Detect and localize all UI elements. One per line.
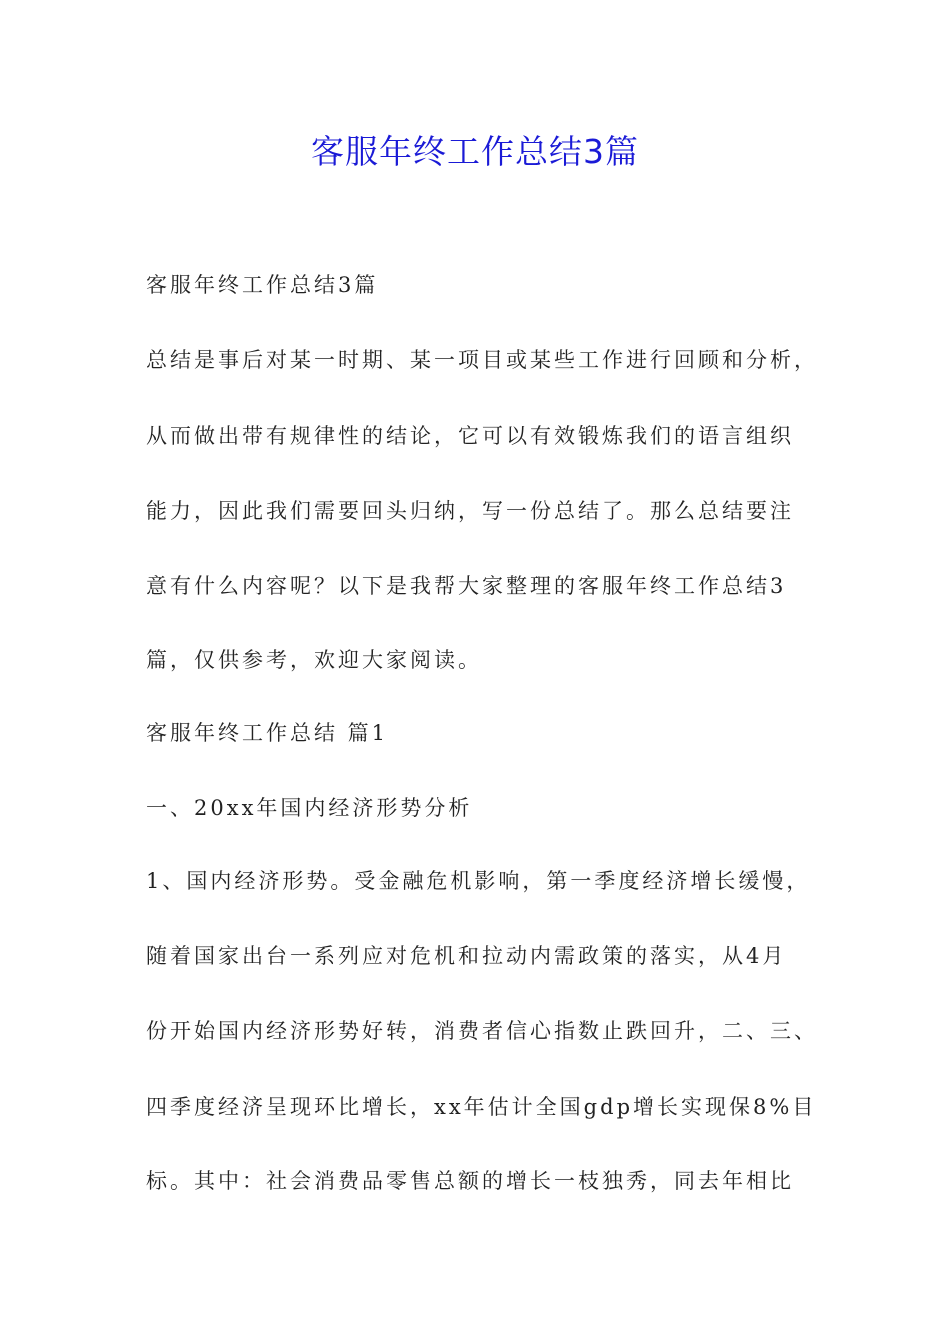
- paragraph-line: 篇，仅供参考，欢迎大家阅读。: [146, 648, 482, 672]
- paragraph-line: 1、国内经济形势。受金融危机影响，第一季度经济增长缓慢，: [146, 869, 811, 893]
- document-title: 客服年终工作总结3篇: [311, 132, 639, 171]
- section-heading: 客服年终工作总结 篇1: [146, 721, 389, 745]
- paragraph-line: 意有什么内容呢？以下是我帮大家整理的客服年终工作总结3: [146, 574, 787, 598]
- paragraph-line: 标。其中：社会消费品零售总额的增长一枝独秀，同去年相比: [146, 1169, 794, 1193]
- paragraph-line: 能力，因此我们需要回头归纳，写一份总结了。那么总结要注: [146, 499, 794, 523]
- subsection-heading: 一、20xx年国内经济形势分析: [146, 796, 473, 820]
- subtitle-line: 客服年终工作总结3篇: [146, 273, 379, 297]
- paragraph-line: 随着国家出台一系列应对危机和拉动内需政策的落实，从4月: [146, 944, 787, 968]
- paragraph-line: 总结是事后对某一时期、某一项目或某些工作进行回顾和分析，: [146, 348, 818, 372]
- paragraph-line: 四季度经济呈现环比增长，xx年估计全国gdp增长实现保8%目: [146, 1095, 817, 1119]
- paragraph-line: 份开始国内经济形势好转，消费者信心指数止跌回升，二、三、: [146, 1019, 818, 1043]
- paragraph-line: 从而做出带有规律性的结论，它可以有效锻炼我们的语言组织: [146, 424, 794, 448]
